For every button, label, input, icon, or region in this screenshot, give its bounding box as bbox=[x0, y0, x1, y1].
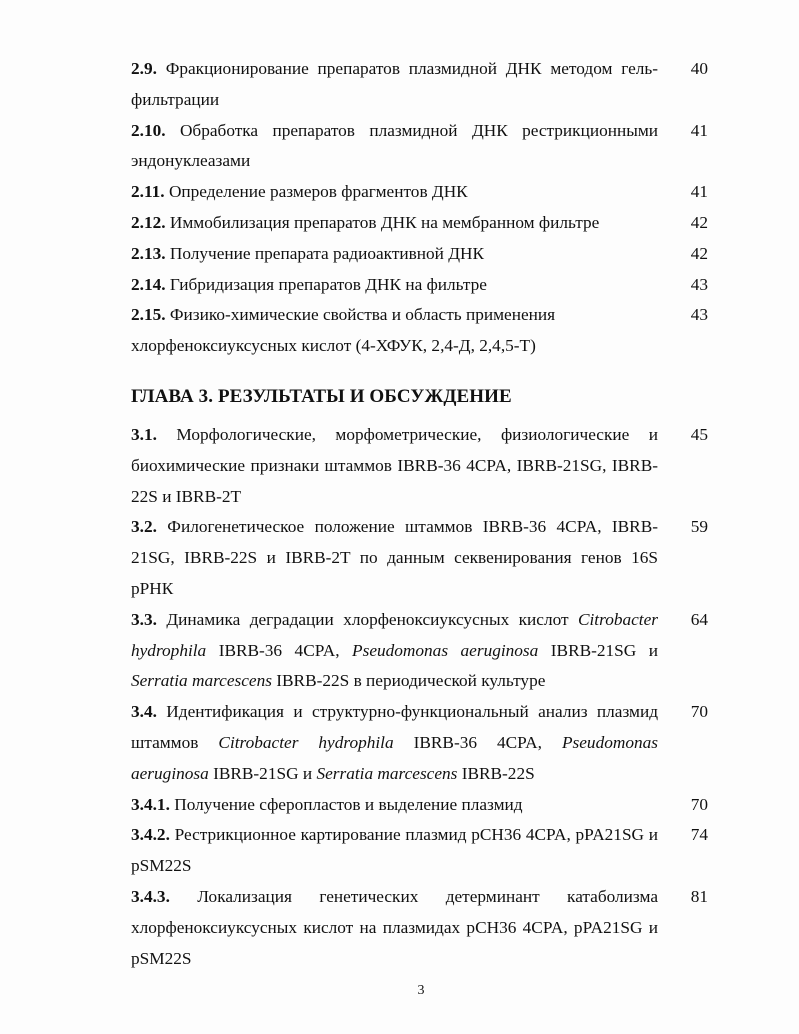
entry-title: Рестрикционное картирование плазмид pCH36 4CPA, pPA21SG и pSM22S bbox=[131, 825, 658, 876]
species-name: Pseudomonas aeruginosa bbox=[352, 640, 539, 660]
section-number: 3.2. bbox=[131, 517, 157, 537]
toc-entry bbox=[131, 605, 708, 697]
species-name: Serratia marcescens bbox=[131, 671, 272, 691]
page-number: 3 bbox=[417, 983, 425, 998]
chapter-heading: ГЛАВА 3. РЕЗУЛЬТАТЫ И ОБСУЖДЕНИЕ bbox=[131, 385, 512, 407]
toc-entry bbox=[131, 177, 708, 208]
toc-entry bbox=[131, 882, 708, 974]
species-name: Citrobacter hydrophila bbox=[218, 732, 394, 752]
section-number: 3.4.2. bbox=[131, 825, 170, 845]
page-ref: 70 bbox=[690, 702, 708, 722]
entry-title: Получение препарата радиоактивной ДНК bbox=[169, 243, 485, 263]
toc-entry bbox=[131, 208, 708, 239]
page-ref: 64 bbox=[690, 609, 708, 629]
section-number: 2.10. bbox=[131, 120, 166, 140]
page-ref: 43 bbox=[690, 305, 708, 325]
section-number: 3.1. bbox=[131, 424, 157, 444]
toc-entry bbox=[131, 790, 708, 821]
entry-title: IBRB-22S bbox=[457, 763, 535, 783]
table-of-contents bbox=[131, 54, 711, 974]
section-number: 2.13. bbox=[131, 243, 166, 263]
entry-title: Фракционирование препаратов плазмидной ДНК методом гель-фильтрации bbox=[131, 59, 658, 109]
section-number: 3.3. bbox=[131, 609, 157, 629]
page-ref: 40 bbox=[690, 59, 708, 78]
page-ref: 42 bbox=[690, 212, 708, 232]
entry-title: IBRB-36 4CPA, bbox=[393, 732, 562, 752]
toc-entry bbox=[131, 820, 708, 882]
entry-title: Филогенетическое положение штаммов IBRB-36 4CPA, IBRB-21SG, IBRB-22S и IBRB-2T по данным секвенирования генов 16S рРНК bbox=[131, 517, 658, 598]
entry-title: Получение сферопластов и выделение плазмид bbox=[174, 794, 523, 814]
toc-entry bbox=[131, 54, 708, 116]
entry-title: IBRB-21SG и bbox=[538, 640, 659, 660]
entry-title: IBRB-22S в периодической культуре bbox=[271, 671, 546, 691]
entry-title: хлорфеноксиуксусных кислот (4-ХФУК, 2,4-Д, 2,4,5-Т) bbox=[131, 336, 536, 356]
entry-title: Обработка препаратов плазмидной ДНК рестрикционными эндонуклеазами bbox=[131, 120, 659, 171]
toc-entry bbox=[131, 697, 708, 789]
entry-title: IBRB-36 4CPA, bbox=[206, 640, 353, 660]
entry-title: Физико-химические свойства и область применения bbox=[169, 305, 556, 325]
page-ref: 45 bbox=[690, 424, 708, 444]
toc-entry bbox=[131, 512, 708, 604]
section-number: 3.4. bbox=[131, 702, 157, 722]
page-ref: 41 bbox=[690, 120, 708, 140]
toc-entry bbox=[131, 300, 708, 362]
page-ref: 42 bbox=[690, 243, 708, 263]
species-name: Citrobacter hydrophila bbox=[131, 609, 658, 660]
section-number: 2.14. bbox=[131, 274, 166, 294]
entry-title: IBRB-21SG и bbox=[208, 763, 317, 783]
entry-title: Гибридизация препаратов ДНК на фильтре bbox=[169, 274, 487, 294]
page-ref: 81 bbox=[690, 886, 708, 906]
section-number: 2.9. bbox=[131, 59, 157, 78]
toc-entry bbox=[131, 116, 708, 178]
toc-entry bbox=[131, 420, 708, 512]
entry-title: Иммобилизация препаратов ДНК на мембранном фильтре bbox=[169, 212, 600, 232]
page-ref: 70 bbox=[690, 794, 708, 814]
entry-title: Динамика деградации хлорфеноксиуксусных кислот bbox=[166, 609, 578, 629]
entry-title: Локализация генетических детерминант катаболизма хлорфеноксиуксусных кислот на плазмидах pCH36 4CPA, pPA21SG и pSM22S bbox=[131, 886, 658, 968]
page-ref: 43 bbox=[690, 274, 708, 294]
page-ref: 41 bbox=[690, 182, 708, 202]
species-name: Pseudomonas aeruginosa bbox=[131, 732, 658, 783]
species-name: Serratia marcescens bbox=[316, 763, 458, 783]
entry-title: Определение размеров фрагментов ДНК bbox=[168, 182, 468, 202]
page-ref: 74 bbox=[690, 825, 708, 845]
section-number: 3.4.1. bbox=[131, 794, 170, 814]
section-number: 2.15. bbox=[131, 305, 166, 325]
entry-title: Морфологические, морфометрические, физиологические и биохимические признаки штаммов IBRB-36 4CPA, IBRB-21SG, IBRB-22S и IBRB-2T bbox=[131, 424, 658, 506]
entry-title: Идентификация и структурно-функциональный анализ плазмид штаммов bbox=[131, 702, 659, 752]
section-number: 2.11. bbox=[131, 182, 165, 202]
toc-entry bbox=[131, 239, 708, 270]
toc-entry bbox=[131, 270, 708, 301]
section-number: 3.4.3. bbox=[131, 886, 170, 906]
page-ref: 59 bbox=[690, 517, 708, 537]
section-number: 2.12. bbox=[131, 212, 166, 232]
